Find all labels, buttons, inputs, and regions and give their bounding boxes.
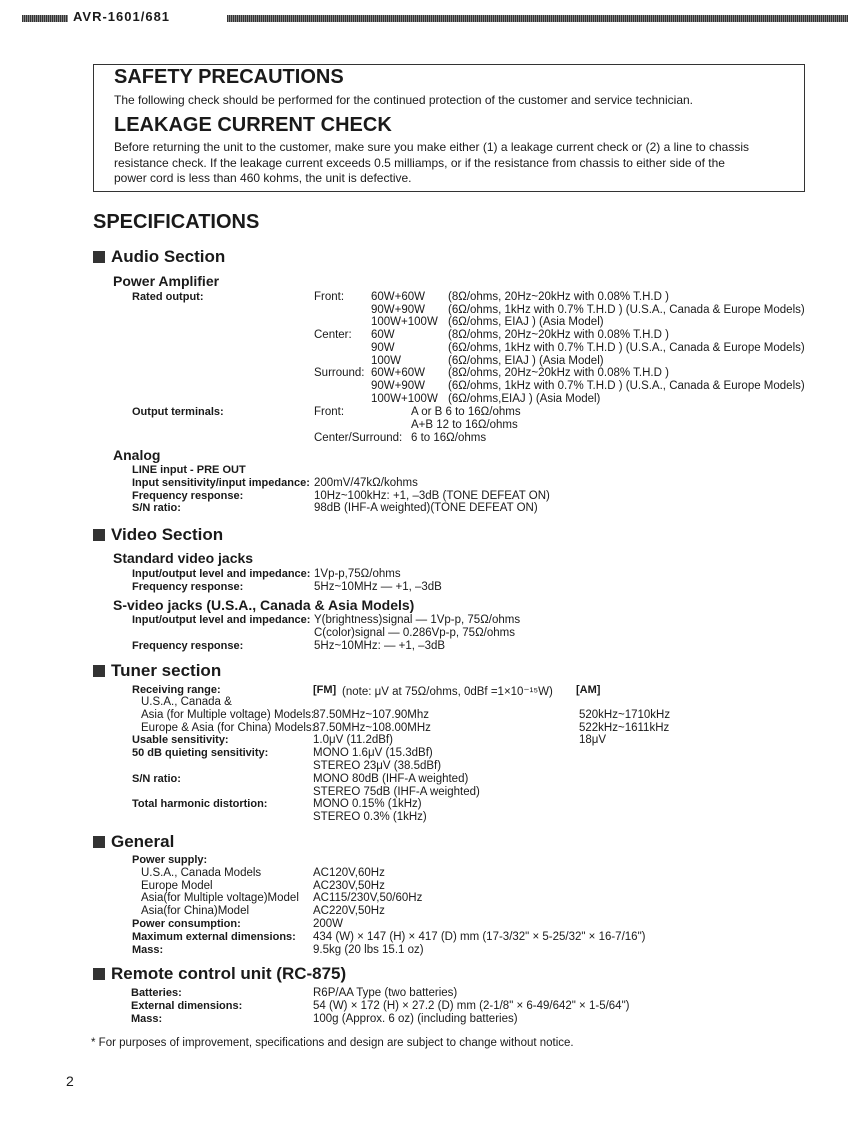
analog-label: Frequency response: bbox=[132, 489, 244, 502]
tuner-label: Europe & Asia (for China) Models: bbox=[141, 721, 315, 734]
tuner-am-value: 522kHz~1611kHz bbox=[579, 721, 670, 734]
general-value: 9.5kg (20 lbs 15.1 oz) bbox=[313, 943, 424, 956]
rated-watts: 60W+60W bbox=[371, 291, 426, 303]
leakage-line-1: Before returning the unit to the customer, make sure you make either (1) a leakage current check or (2) a line to chassis bbox=[114, 140, 749, 154]
rated-channel: Front: bbox=[314, 291, 345, 303]
general-label: Europe Model bbox=[141, 879, 213, 892]
terminal-value: A+B 12 to 16Ω/ohms bbox=[411, 419, 518, 431]
audio-section-title: Audio Section bbox=[93, 247, 225, 267]
tuner-label: 50 dB quieting sensitivity: bbox=[132, 747, 269, 760]
tuner-fm-value: 87.50MHz~108.00MHz bbox=[313, 721, 431, 734]
rated-condition: (6Ω/ohms, 1kHz with 0.7% T.H.D ) (U.S.A., Canada & Europe Models) bbox=[448, 341, 805, 354]
safety-text: The following check should be performed for the continued protection of the customer and service technician. bbox=[114, 93, 693, 107]
analog-title: Analog bbox=[113, 447, 161, 463]
analog-label: S/N ratio: bbox=[132, 502, 181, 515]
tuner-section-title: Tuner section bbox=[93, 661, 221, 681]
analog-label: Input sensitivity/input impedance: bbox=[132, 476, 310, 489]
general-value: AC115/230V,50/60Hz bbox=[313, 892, 423, 905]
rated-condition: (6Ω/ohms,EIAJ ) (Asia Model) bbox=[448, 392, 601, 405]
standard-video-title: Standard video jacks bbox=[113, 550, 254, 566]
remote-value: R6P/AA Type (two batteries) bbox=[313, 987, 458, 999]
svideo-title: S-video jacks (U.S.A., Canada & Asia Models) bbox=[113, 597, 415, 613]
general-value: AC120V,60Hz bbox=[313, 866, 385, 879]
rated-watts: 60W bbox=[371, 329, 395, 342]
video-value: 1Vp-p,75Ω/ohms bbox=[314, 568, 401, 580]
leakage-title: LEAKAGE CURRENT CHECK bbox=[114, 114, 392, 136]
general-label: Mass: bbox=[132, 943, 164, 956]
tuner-fm-value: 1.0μV (11.2dBf) bbox=[313, 734, 393, 747]
terminal-value: 6 to 16Ω/ohms bbox=[411, 432, 487, 444]
general-value: AC220V,50Hz bbox=[313, 905, 385, 918]
tuner-label: S/N ratio: bbox=[132, 772, 181, 785]
terminal-value: A or B 6 to 16Ω/ohms bbox=[411, 406, 521, 418]
tuner-fm-value: MONO 0.15% (1kHz) bbox=[313, 798, 422, 811]
square-bullet-icon bbox=[93, 665, 105, 677]
tuner-am-value: 520kHz~1710kHz bbox=[579, 708, 671, 721]
general-label: Asia(for China)Model bbox=[141, 905, 250, 918]
tuner-label: Total harmonic distortion: bbox=[132, 798, 268, 811]
rated-condition: (8Ω/ohms, 20Hz~20kHz with 0.08% T.H.D ) bbox=[448, 367, 669, 380]
square-bullet-icon bbox=[93, 529, 105, 541]
analog-value: 10Hz~100kHz: +1, –3dB (TONE DEFEAT ON) bbox=[314, 489, 550, 502]
rated-condition: (6Ω/ohms, EIAJ ) (Asia Model) bbox=[448, 354, 604, 367]
remote-section-title: Remote control unit (RC-875) bbox=[93, 964, 346, 984]
rated-output-label: Rated output: bbox=[132, 291, 204, 303]
tuner-fm-value: MONO 1.6μV (15.3dBf) bbox=[313, 747, 433, 760]
receiving-range-label: Receiving range: bbox=[132, 684, 221, 696]
header-stripe-left bbox=[22, 15, 68, 22]
square-bullet-icon bbox=[93, 836, 105, 848]
video-section-title: Video Section bbox=[93, 525, 223, 545]
rated-watts: 90W+90W bbox=[371, 303, 426, 316]
safety-title: SAFETY PRECAUTIONS bbox=[114, 66, 344, 88]
header-bar bbox=[22, 9, 848, 24]
tuner-am-value: 18μV bbox=[579, 734, 607, 747]
svideo-value: 5Hz~10MHz: — +1, –3dB bbox=[314, 640, 446, 652]
rated-watts: 100W+100W bbox=[371, 316, 438, 329]
general-value: 434 (W) × 147 (H) × 417 (D) mm (17-3/32" × 5-25/32" × 16-7/16") bbox=[313, 930, 646, 943]
general-value: 200W bbox=[313, 918, 344, 930]
rated-watts: 100W bbox=[371, 354, 402, 367]
tuner-fm-value: STEREO 0.3% (1kHz) bbox=[313, 811, 427, 824]
tuner-fm-value: STEREO 23μV (38.5dBf) bbox=[313, 760, 442, 772]
general-label: Asia(for Multiple voltage)Model bbox=[141, 892, 299, 905]
analog-value: 98dB (IHF-A weighted)(TONE DEFEAT ON) bbox=[314, 502, 538, 515]
svideo-label: Frequency response: bbox=[132, 640, 244, 652]
am-header: [AM] bbox=[576, 684, 601, 696]
leakage-line-2: resistance check. If the leakage current exceeds 0.5 milliamps, or if the resistance from chassis to either side of the bbox=[114, 156, 725, 170]
remote-value: 100g (Approx. 6 oz) (including batteries) bbox=[313, 1013, 518, 1025]
general-section-title: General bbox=[93, 832, 174, 852]
tuner-fm-value: STEREO 75dB (IHF-A weighted) bbox=[313, 785, 480, 798]
header-stripe-right bbox=[227, 15, 848, 22]
model-title: AVR-1601/681 bbox=[70, 9, 173, 24]
rated-condition: (6Ω/ohms, EIAJ ) (Asia Model) bbox=[448, 316, 604, 329]
remote-label: External dimensions: bbox=[131, 1000, 243, 1012]
fm-header: [FM] bbox=[313, 684, 337, 696]
rated-channel: Center: bbox=[314, 329, 352, 342]
tuner-fm-value: 87.50MHz~107.90Mhz bbox=[313, 708, 430, 721]
svideo-value: C(color)signal — 0.286Vp-p, 75Ω/ohms bbox=[314, 627, 515, 639]
terminal-channel: Front: bbox=[314, 406, 345, 418]
video-value: 5Hz~10MHz — +1, –3dB bbox=[314, 581, 442, 593]
rated-condition: (8Ω/ohms, 20Hz~20kHz with 0.08% T.H.D ) bbox=[448, 291, 669, 303]
specifications-title: SPECIFICATIONS bbox=[93, 211, 260, 233]
fm-note: (note: μV at 75Ω/ohms, 0dBf =1×10⁻¹⁵W) bbox=[342, 686, 553, 698]
remote-label: Batteries: bbox=[131, 987, 182, 999]
general-value: AC230V,50Hz bbox=[313, 879, 385, 892]
general-label: Maximum external dimensions: bbox=[132, 930, 296, 943]
output-terminals-label: Output terminals: bbox=[132, 406, 224, 418]
video-label: Frequency response: bbox=[132, 581, 244, 593]
tuner-label: U.S.A., Canada & bbox=[141, 696, 232, 708]
rated-condition: (6Ω/ohms, 1kHz with 0.7% T.H.D ) (U.S.A., Canada & Europe Models) bbox=[448, 303, 805, 316]
video-label: Input/output level and impedance: bbox=[132, 568, 311, 580]
power-amplifier-title: Power Amplifier bbox=[113, 273, 220, 289]
rated-condition: (6Ω/ohms, 1kHz with 0.7% T.H.D ) (U.S.A., Canada & Europe Models) bbox=[448, 379, 805, 392]
rated-watts: 90W bbox=[371, 341, 395, 354]
square-bullet-icon bbox=[93, 968, 105, 980]
general-label: Power supply: bbox=[132, 854, 208, 866]
general-label: Power consumption: bbox=[132, 918, 241, 930]
analog-value: 200mV/47kΩ/kohms bbox=[314, 476, 418, 489]
svideo-value: Y(brightness)signal — 1Vp-p, 75Ω/ohms bbox=[314, 614, 521, 626]
footnote: * For purposes of improvement, specifications and design are subject to change without notice. bbox=[91, 1037, 574, 1049]
page-number: 2 bbox=[66, 1073, 74, 1089]
rated-watts: 60W+60W bbox=[371, 367, 426, 380]
general-label: U.S.A., Canada Models bbox=[141, 866, 262, 879]
rated-watts: 90W+90W bbox=[371, 379, 426, 392]
terminal-channel: Center/Surround: bbox=[314, 432, 403, 444]
remote-label: Mass: bbox=[131, 1013, 163, 1025]
rated-channel: Surround: bbox=[314, 367, 365, 380]
tuner-fm-value: MONO 80dB (IHF-A weighted) bbox=[313, 772, 469, 785]
tuner-label: Usable sensitivity: bbox=[132, 734, 229, 747]
tuner-label: Asia (for Multiple voltage) Models: bbox=[141, 708, 315, 721]
remote-value: 54 (W) × 172 (H) × 27.2 (D) mm (2-1/8" × 6-49/642" × 1-5/64") bbox=[313, 1000, 630, 1012]
rated-watts: 100W+100W bbox=[371, 392, 438, 405]
analog-label: LINE input - PRE OUT bbox=[132, 464, 246, 476]
rated-condition: (8Ω/ohms, 20Hz~20kHz with 0.08% T.H.D ) bbox=[448, 329, 669, 342]
svideo-label: Input/output level and impedance: bbox=[132, 614, 311, 626]
leakage-line-3: power cord is less than 460 kohms, the unit is defective. bbox=[114, 171, 412, 185]
square-bullet-icon bbox=[93, 251, 105, 263]
